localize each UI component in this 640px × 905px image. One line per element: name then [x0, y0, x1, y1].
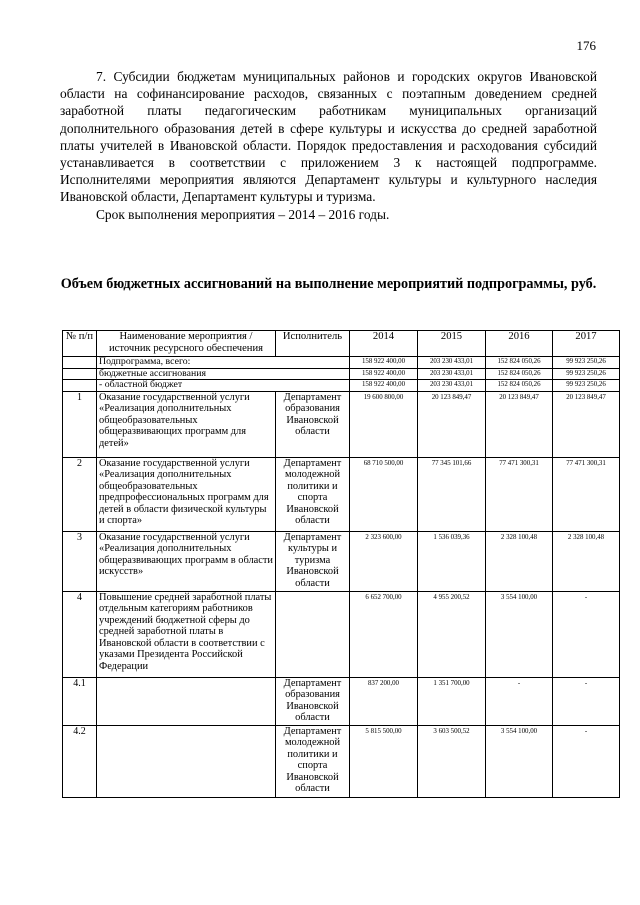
row-num: 4.1: [63, 677, 97, 725]
row-num: 1: [63, 391, 97, 457]
row-executor: Департамент культуры и туризма Ивановской области: [276, 531, 350, 591]
budget-table: [62, 330, 620, 798]
table-row: [63, 725, 620, 797]
summary-num: [63, 380, 97, 392]
row-2016: 3 554 100,00: [486, 591, 553, 677]
summary-2016: 152 824 050,26: [486, 357, 553, 369]
row-name: Оказание государственной услуги «Реализация дополнительных общеразвивающих программ в области искусств»: [97, 531, 276, 591]
row-2017: -: [553, 591, 620, 677]
row-2016: 20 123 849,47: [486, 391, 553, 457]
summary-row-allocations: [63, 368, 620, 380]
row-2017: -: [553, 677, 620, 725]
paragraph-subsidies: 7. Субсидии бюджетам муниципальных районов и городских округов Ивановской области на софинансирование расходов, связанных с поэтапным доведением средней заработной платы педагогическим работникам муниципальных организаций дополнительного образования детей в сфере культуры и искусства до средней заработной платы учителей в Ивановской области. Порядок предоставления и расходования субсидий устанавливается в соответствии с приложением 3 к настоящей подпрограмме. Исполнителями мероприятия являются Департамент культуры и культурного наследия Ивановской области, Департамент культуры и туризма.: [60, 69, 597, 205]
row-num: 2: [63, 457, 97, 531]
table-title: Объем бюджетных ассигнований на выполнение мероприятий подпрограммы, руб.: [60, 276, 597, 292]
summary-2016: 152 824 050,26: [486, 368, 553, 380]
row-2014: 2 323 600,00: [350, 531, 418, 591]
summary-label: Подпрограмма, всего:: [97, 357, 350, 369]
row-name: Оказание государственной услуги «Реализация дополнительных общеобразовательных предпрофессиональных программ для детей в области физической культуры и спорта»: [97, 457, 276, 531]
table-row: [63, 677, 620, 725]
row-2014: 19 600 800,00: [350, 391, 418, 457]
header-num: № п/п: [63, 331, 97, 357]
row-num: 3: [63, 531, 97, 591]
summary-2017: 99 923 250,26: [553, 368, 620, 380]
row-name: [97, 677, 276, 725]
table-row: [63, 531, 620, 591]
summary-2014: 158 922 400,00: [350, 368, 418, 380]
table-row: [63, 457, 620, 531]
row-2015: 20 123 849,47: [418, 391, 486, 457]
page-number: 176: [576, 38, 596, 53]
row-2015: 77 345 101,66: [418, 457, 486, 531]
row-name: Повышение средней заработной платы отдельным категориям работников учреждений бюджетной сферы до средней заработной платы в Ивановской области в соответствии с указами Президента Российской Федерации: [97, 591, 276, 677]
summary-2015: 203 230 433,01: [418, 368, 486, 380]
row-name: Оказание государственной услуги «Реализация дополнительных общеобразовательных общеразвивающих программ для детей»: [97, 391, 276, 457]
header-2016: 2016: [486, 331, 553, 357]
row-2017: 2 328 100,48: [553, 531, 620, 591]
row-2015: 1 536 039,36: [418, 531, 486, 591]
row-2017: 77 471 300,31: [553, 457, 620, 531]
header-name: Наименование мероприятия / источник ресурсного обеспечения: [97, 331, 276, 357]
row-executor: Департамент образования Ивановской области: [276, 391, 350, 457]
summary-num: [63, 357, 97, 369]
row-num: 4.2: [63, 725, 97, 797]
summary-2015: 203 230 433,01: [418, 357, 486, 369]
row-2016: 2 328 100,48: [486, 531, 553, 591]
summary-2015: 203 230 433,01: [418, 380, 486, 392]
row-2017: 20 123 849,47: [553, 391, 620, 457]
summary-2014: 158 922 400,00: [350, 357, 418, 369]
paragraph-deadline: Срок выполнения мероприятия – 2014 – 2016 годы.: [96, 206, 390, 222]
row-2017: -: [553, 725, 620, 797]
row-2016: -: [486, 677, 553, 725]
header-executor: Исполнитель: [276, 331, 350, 357]
summary-2017: 99 923 250,26: [553, 357, 620, 369]
body-text: [60, 68, 597, 223]
row-num: 4: [63, 591, 97, 677]
row-executor: Департамент образования Ивановской области: [276, 677, 350, 725]
summary-label: бюджетные ассигнования: [97, 368, 350, 380]
summary-row-total: [63, 357, 620, 369]
header-2014: 2014: [350, 331, 418, 357]
summary-2017: 99 923 250,26: [553, 380, 620, 392]
table-row: [63, 391, 620, 457]
row-2014: 68 710 500,00: [350, 457, 418, 531]
row-2015: 4 955 200,52: [418, 591, 486, 677]
row-2015: 1 351 700,00: [418, 677, 486, 725]
row-executor: Департамент молодежной политики и спорта Ивановской области: [276, 725, 350, 797]
summary-2016: 152 824 050,26: [486, 380, 553, 392]
row-executor: Департамент молодежной политики и спорта Ивановской области: [276, 457, 350, 531]
header-2017: 2017: [553, 331, 620, 357]
row-executor: [276, 591, 350, 677]
row-2016: 77 471 300,31: [486, 457, 553, 531]
row-2015: 3 603 500,52: [418, 725, 486, 797]
header-2015: 2015: [418, 331, 486, 357]
summary-num: [63, 368, 97, 380]
summary-label: - областной бюджет: [97, 380, 350, 392]
row-2016: 3 554 100,00: [486, 725, 553, 797]
table-row: [63, 591, 620, 677]
row-2014: 5 815 500,00: [350, 725, 418, 797]
summary-row-regional: [63, 380, 620, 392]
row-2014: 6 652 700,00: [350, 591, 418, 677]
row-name: [97, 725, 276, 797]
table-header-row: [63, 331, 620, 357]
row-2014: 837 200,00: [350, 677, 418, 725]
summary-2014: 158 922 400,00: [350, 380, 418, 392]
